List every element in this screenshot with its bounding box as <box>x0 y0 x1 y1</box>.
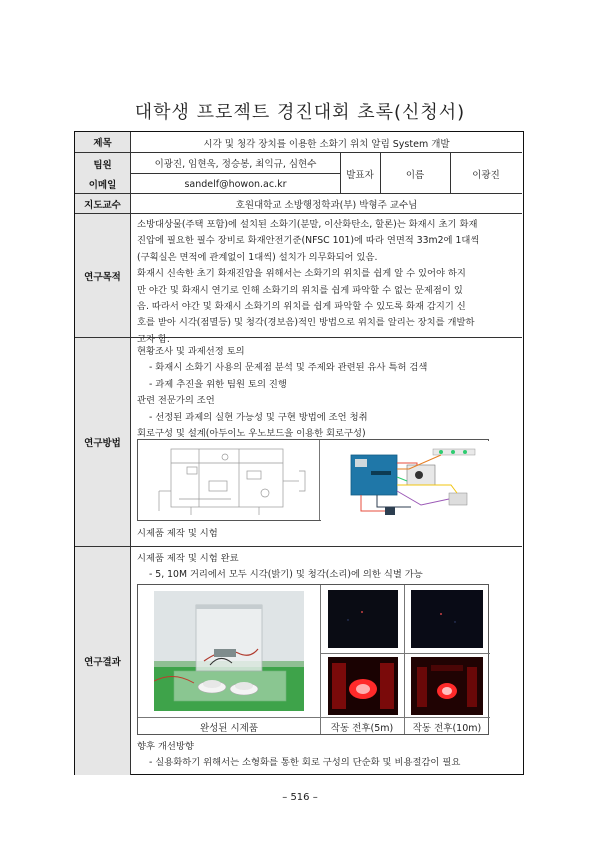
test-10m-caption: 작동 전후(10m) <box>412 723 482 734</box>
purpose-line: 화재시 신속한 초기 화재진압을 위해서는 소화기의 위치를 쉽게 알 수 있어야 하지 <box>137 268 466 280</box>
divider <box>320 653 490 654</box>
circuit-figure-box <box>137 439 489 521</box>
after-5m-photo <box>328 657 398 715</box>
subject-label: 제목 <box>75 132 131 152</box>
purpose-line: 만 야간 및 화재시 연기로 인해 소화기의 위치를 쉽게 파악할 수 없는 문제점이 있 <box>137 284 463 296</box>
divider <box>319 440 320 520</box>
presenter-label: 발표자 <box>346 169 374 181</box>
purpose-line: 진압에 필요한 필수 장비로 화재안전기준(NFSC 101)에 따라 연면적 33m2에 1대씩 <box>137 235 480 247</box>
result-line: 시제품 제작 및 시험 완료 <box>137 553 239 564</box>
purpose-line: 호를 받아 시각(점멸등) 및 청각(경보음)적인 방법으로 위치를 알리는 장치를 개발하 <box>137 317 475 329</box>
method-line: - 선정된 과제의 실현 가능성 및 구현 방법에 조언 청취 <box>149 411 368 423</box>
method-line: - 과제 추진을 위한 팀원 토의 진행 <box>149 378 287 390</box>
circuit-schematic-image <box>139 441 319 521</box>
before-10m-photo <box>411 590 483 648</box>
method-text <box>137 344 519 442</box>
result-figure-box <box>137 584 489 735</box>
email-value: sandelf@howon.ac.kr <box>184 178 287 190</box>
advisor-row <box>75 194 522 214</box>
subject-row <box>75 132 522 153</box>
subject-value: 시각 및 청각 장치를 이용한 소화기 위치 알림 System 개발 <box>203 138 450 150</box>
email-label: 이메일 <box>75 174 131 193</box>
purpose-line: (구획실은 면적에 관계없이 1대씩) 설치가 의무화되어 있음. <box>137 251 378 263</box>
before-5m-photo <box>328 590 398 648</box>
page-number: – 516 – <box>282 792 318 803</box>
after-10m-photo <box>411 657 483 715</box>
method-label: 연구방법 <box>75 338 131 546</box>
method-row <box>75 338 522 547</box>
method-line: 시제품 제작 및 시험 <box>137 528 218 539</box>
team-label: 팀원 <box>75 153 131 174</box>
purpose-label: 연구목적 <box>75 214 131 337</box>
document-title: 대학생 프로젝트 경진대회 초록(신청서) <box>134 102 466 123</box>
method-line: 회로구성 및 설계(아두이노 우노보드을 이용한 회로구성) <box>137 428 366 440</box>
result-label: 연구결과 <box>75 547 131 775</box>
purpose-line: 음. 따라서 야간 및 화재시 소화기의 위치를 쉽게 파악할 수 있도록 화재 감지기 신 <box>137 301 466 313</box>
presenter-name-value: 이광진 <box>472 169 500 181</box>
result-line: - 5, 10M 거리에서 모두 시각(밝기) 및 청각(소리)에 의한 식별 가능 <box>149 569 423 581</box>
arduino-wiring-image <box>321 441 489 521</box>
prototype-photo <box>154 591 304 711</box>
abstract-form <box>74 131 524 775</box>
method-line: 현황조사 및 과제선정 토의 <box>137 346 245 357</box>
purpose-line: 소방대상물(주택 포함)에 설치된 소화기(분말, 이산화탄소, 할론)는 화재시 초기 화재 <box>137 219 478 230</box>
advisor-label: 지도교수 <box>75 194 131 213</box>
purpose-row <box>75 214 522 345</box>
purpose-line: 고자 함. <box>137 333 170 345</box>
divider <box>320 585 321 734</box>
prototype-caption: 완성된 시제품 <box>199 723 259 734</box>
method-line: - 화재시 소화기 사용의 문제점 분석 및 주제와 관련된 유사 특허 검색 <box>149 362 428 374</box>
result-line: - 실용화하기 위해서는 소형화를 통한 회로 구성의 단순화 및 비용절감이 필요 <box>149 757 461 769</box>
purpose-text <box>137 217 519 348</box>
result-line: 향후 개선방향 <box>137 741 194 752</box>
improvement-text <box>137 739 519 772</box>
team-value: 이광진, 임현욱, 정승봉, 최익규, 심현수 <box>131 153 340 174</box>
result-text <box>137 551 519 584</box>
divider <box>404 585 405 734</box>
test-5m-caption: 작동 전후(5m) <box>330 723 394 734</box>
advisor-value: 호원대학교 소방행정학과(부) 박형주 교수님 <box>235 200 418 211</box>
result-row <box>75 547 522 775</box>
presenter-name-label: 이름 <box>405 169 425 181</box>
method-line: 관련 전문가의 조언 <box>137 395 215 407</box>
divider <box>138 717 490 718</box>
